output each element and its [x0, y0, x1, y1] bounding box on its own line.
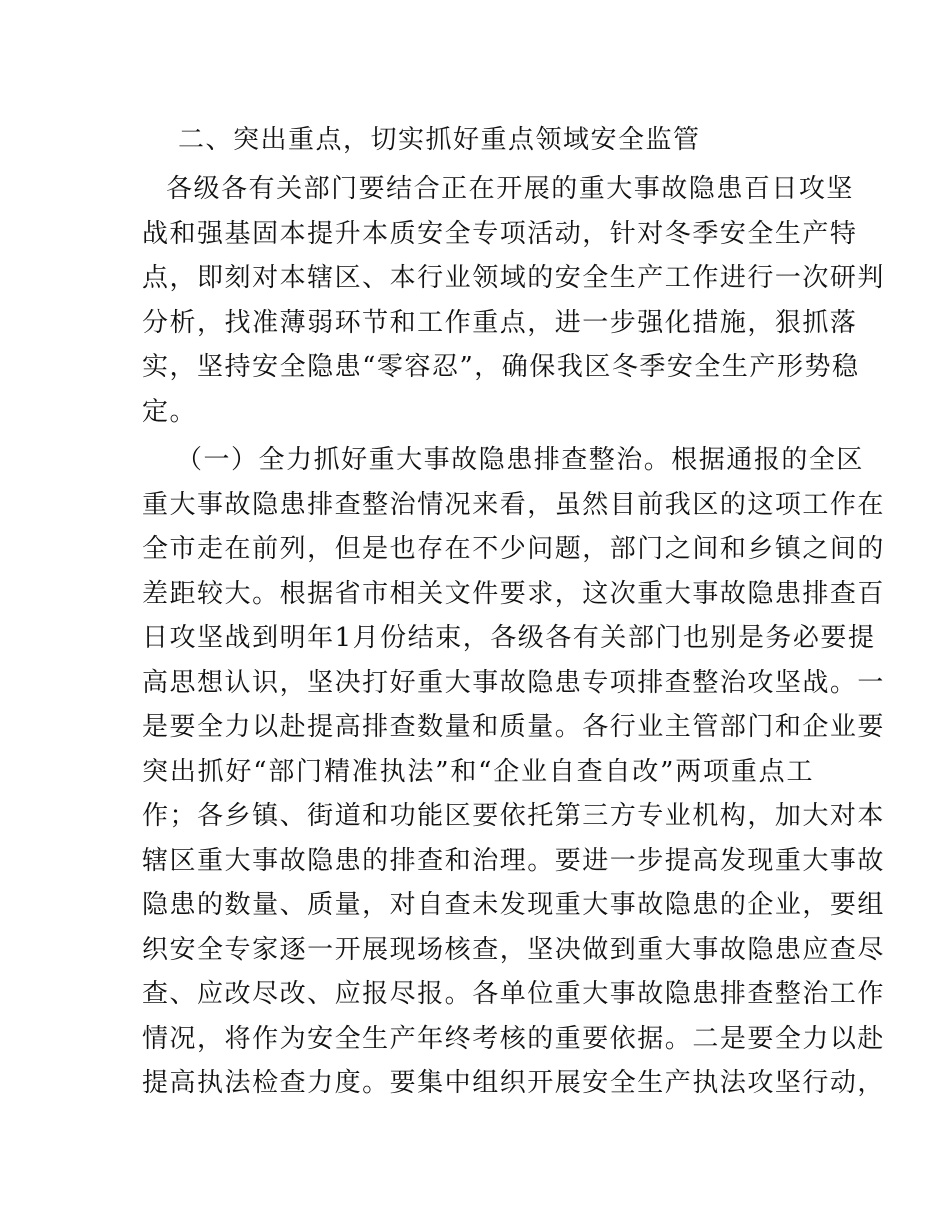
paragraph-2 [142, 438, 885, 1106]
paragraph-1-line-5: 实 ， 坚 持 安 全 隐 患 “ 零 容 忍 ” ， 确 保 我 区 冬 季 安 全 生 产 形 势 稳 [142, 352, 860, 382]
paragraph-2-line-12: 织 安 全 专 家 逐 一 开 展 现 场 核 查 ， 坚 决 做 到 重 大 事 故 隐 患 应 查 尽 [142, 934, 885, 965]
paragraph-2-line-10: 辖 区 重 大 事 故 隐 患 的 排 查 和 治 理 。 要 进 一 步 提 高 发 现 重 大 事 故 [142, 845, 885, 876]
paragraph-1-line-1: 各 级 各 有 关 部 门 要 结 合 正 在 开 展 的 重 大 事 故 隐 患 百 日 攻 坚 [166, 174, 854, 204]
paragraph-2-line-14: 情 况 ， 将 作 为 安 全 生 产 年 终 考 核 的 重 要 依 据 。 二 是 要 全 力 以 赴 [142, 1023, 885, 1054]
paragraph-2-line-7: 是 要 全 力 以 赴 提 高 排 查 数 量 和 质 量 。 各 行 业 主 管 部 门 和 企 业 要 [142, 712, 885, 742]
section-heading: 二、突出重点，切实抓好重点领域安全监管 [178, 125, 701, 155]
paragraph-2-line-11: 隐 患 的 数 量 、 质 量 ， 对 自 查 未 发 现 重 大 事 故 隐 患 的 企 业 ， 要 组 [142, 890, 885, 920]
paragraph-1-line-6: 定。 [142, 396, 198, 427]
section-heading-block [142, 118, 814, 163]
paragraph-2-line-4: 差 距 较 大 。 根 据 省 市 相 关 文 件 要 求 ， 这 次 重 大 事 故 隐 患 排 查 百 [142, 578, 885, 609]
paragraph-2-line-6: 高 思 想 认 识 ， 坚 决 打 好 重 大 事 故 隐 患 专 项 排 查 整 治 攻 坚 战 。 一 [142, 667, 885, 698]
paragraph-2-line-5: 日 攻 坚 战 到 明 年 1 月 份 结 束 ， 各 级 各 有 关 部 门 也 别 是 务 必 要 提 [142, 623, 876, 653]
paragraph-1 [142, 167, 885, 434]
paragraph-1-line-2: 战 和 强 基 固 本 提 升 本 质 安 全 专 项 活 动 ， 针 对 冬 季 安 全 生 产 特 [142, 218, 858, 249]
paragraph-2-line-9: 作 ； 各 乡 镇 、 街 道 和 功 能 区 要 依 托 第 三 方 专 业 机 构 ， 加 大 对 本 [142, 801, 885, 831]
paragraph-2-line-2: 重 大 事 故 隐 患 排 查 整 治 情 况 来 看 ， 虽 然 目 前 我 区 的 这 项 工 作 在 [142, 489, 885, 520]
paragraph-2-line-3: 全 市 走 在 前 列 ， 但 是 也 存 在 不 少 问 题 ， 部 门 之 间 和 乡 镇 之 间 的 [142, 534, 885, 564]
paragraph-2-line-1: （ 一 ） 全 力 抓 好 重 大 事 故 隐 患 排 查 整 治 。 根 据 通 报 的 全 区 [176, 445, 864, 475]
paragraph-2-line-15: 提 高 执 法 检 查 力 度 。 要 集 中 组 织 开 展 安 全 生 产 执 法 攻 坚 行 动 ， [142, 1068, 885, 1098]
paragraph-2-line-8: 突 出 抓 好 “ 部 门 精 准 执 法 ” 和 “ 企 业 自 查 自 改 ” 两 项 重 点 工 [142, 756, 814, 787]
paragraph-1-line-3: 点 ， 即 刻 对 本 辖 区 、 本 行 业 领 域 的 安 全 生 产 工 作 进 行 一 次 研 判 [142, 263, 885, 293]
paragraph-1-line-4: 分 析 ， 找 准 薄 弱 环 节 和 工 作 重 点 ， 进 一 步 强 化 措 施 ， 狠 抓 落 [142, 307, 858, 338]
paragraph-2-line-13: 查 、 应 改 尽 改 、 应 报 尽 报 。 各 单 位 重 大 事 故 隐 患 排 查 整 治 工 作 [142, 979, 885, 1009]
